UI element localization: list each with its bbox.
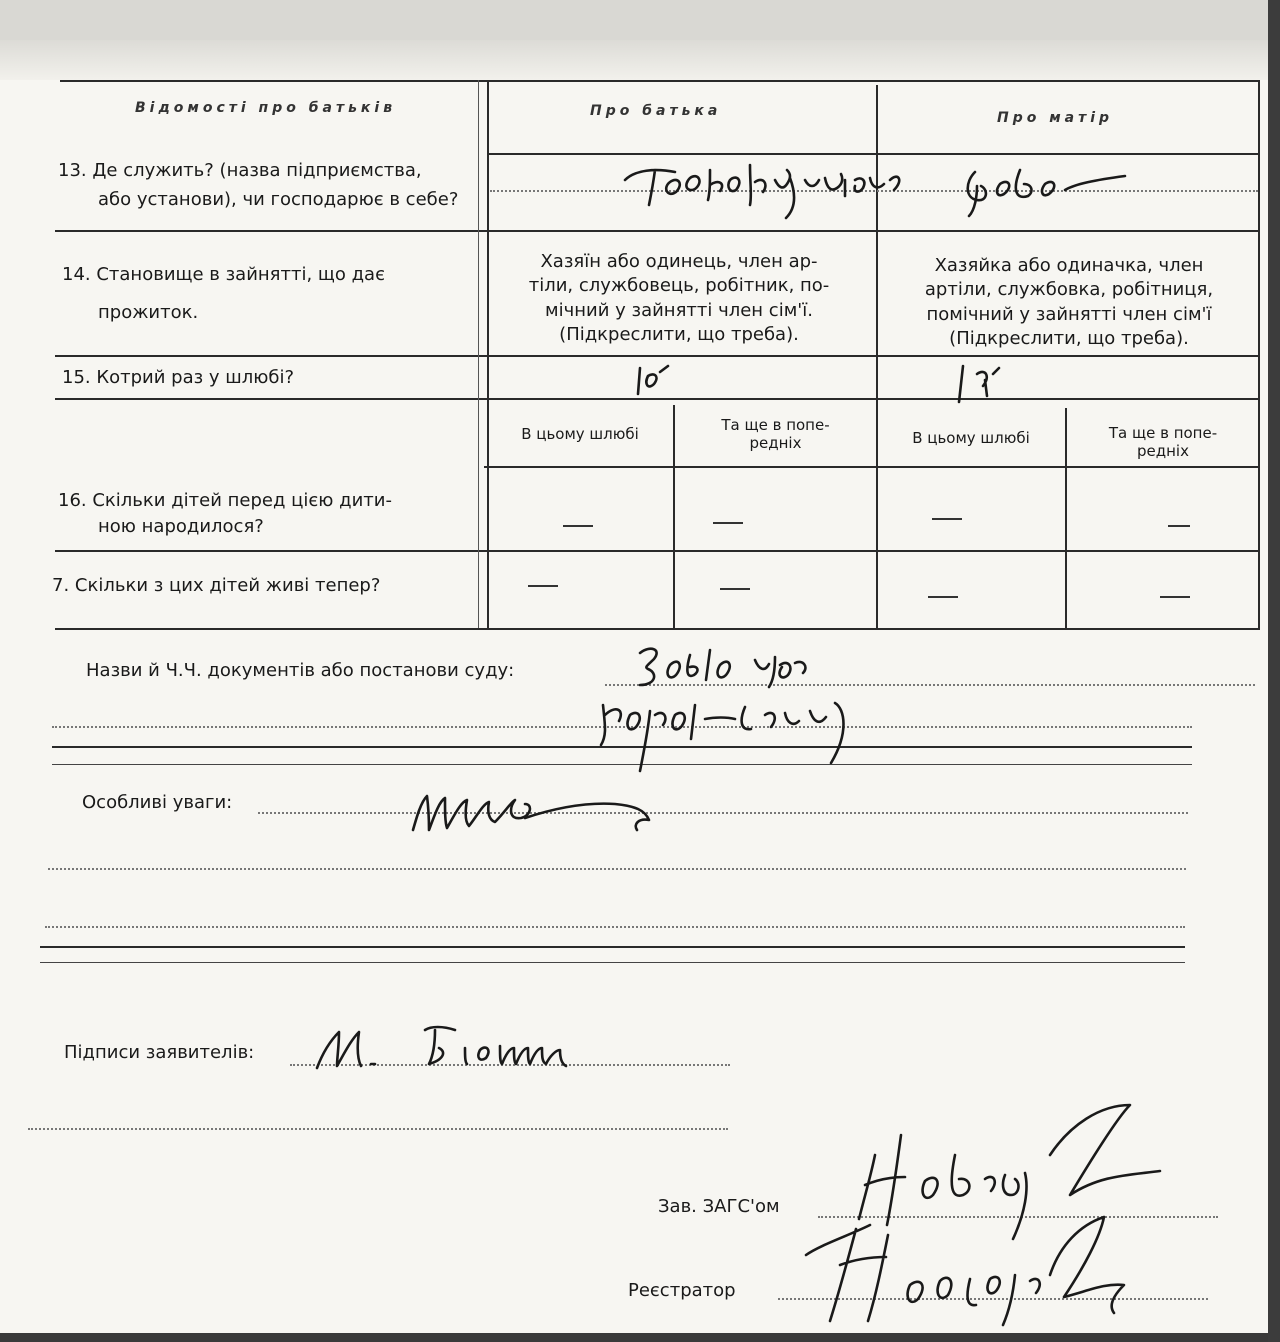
remarks-separator xyxy=(40,946,1185,948)
scan-right-edge xyxy=(1268,0,1280,1342)
father-subcol-divider xyxy=(673,405,675,628)
col-divider-1 xyxy=(487,80,489,628)
row17-mother-this-value xyxy=(928,596,958,598)
father-option-line4: (Підкреслити, що треба). xyxy=(559,323,799,345)
row16-father-prev-value xyxy=(713,522,743,524)
row17-bottom-line xyxy=(55,628,1260,630)
row17-father-prev-value xyxy=(720,588,750,590)
header-parents-info: Відомості про батьків xyxy=(135,100,397,116)
row13-bottom-line xyxy=(55,230,1260,232)
row14-label-line2: прожиток. xyxy=(98,302,199,323)
mother-option-line3: помічний у зайнятті член сім'ї xyxy=(926,303,1212,325)
row15-mother-answer xyxy=(955,360,1035,405)
row14-mother-options xyxy=(884,254,1254,351)
documents-label: Назви й Ч.Ч. документів або постанови суду: xyxy=(86,660,515,681)
table-top-border xyxy=(60,80,1260,82)
row17-father-this-value xyxy=(528,585,558,587)
subheader-bottom-line xyxy=(484,466,1260,468)
registrar-signature xyxy=(800,1205,1180,1335)
row16-father-this-value xyxy=(563,525,593,527)
row16-label-line1: 16. Скільки дітей перед цією дити- xyxy=(58,490,392,511)
remarks-label: Особливі уваги: xyxy=(82,792,233,813)
signatures-dotted-line2 xyxy=(28,1128,728,1130)
row16-mother-prev-value xyxy=(1168,525,1190,527)
row15-bottom-line xyxy=(55,398,1260,400)
row14-label-line1: 14. Становище в зайнятті, що дає xyxy=(62,264,385,285)
table-right-border xyxy=(1258,80,1260,628)
row14-bottom-line xyxy=(55,355,1260,357)
mother-sub-previous xyxy=(1070,424,1256,460)
remarks-handwritten-value xyxy=(405,780,695,840)
mother-option-line4: (Підкреслити, що треба). xyxy=(949,327,1189,349)
scan-bottom-edge xyxy=(0,1333,1280,1342)
row16-mother-this-value xyxy=(932,518,962,520)
row14-father-options xyxy=(494,250,864,347)
father-sub-previous xyxy=(678,416,873,452)
mother-sub-this-marriage: В цьому шлюбі xyxy=(912,429,1030,447)
remarks-dotted-line2 xyxy=(48,868,1186,870)
signatures-handwritten-value xyxy=(305,1010,615,1080)
mother-option-line1: Хазяйка або одиначка, член xyxy=(934,255,1204,276)
row13-label-line1: 13. Де служить? (назва підприємства, xyxy=(58,160,422,181)
father-option-line1: Хазяїн або одинець, член ар- xyxy=(540,251,818,272)
row13-label-line2: або установи), чи господарює в себе? xyxy=(98,189,459,210)
remarks-dotted-line1 xyxy=(258,812,1188,814)
row17-mother-prev-value xyxy=(1160,596,1190,598)
row16-label-line2: ною народилося? xyxy=(98,516,264,537)
col-divider-1-shadow xyxy=(478,80,479,628)
remarks-dotted-line3 xyxy=(45,926,1185,928)
registrar-label: Реєстратор xyxy=(628,1280,736,1301)
father-option-line3: мічний у зайнятті член сім'ї. xyxy=(545,299,813,321)
header-about-mother: Про матір xyxy=(997,110,1114,126)
zags-label: Зав. ЗАГС'ом xyxy=(658,1196,780,1217)
header-about-father: Про батька xyxy=(590,103,722,119)
row15-label: 15. Котрий раз у шлюбі? xyxy=(62,367,295,388)
scan-top-fade xyxy=(0,40,1280,80)
row15-father-answer xyxy=(630,358,690,398)
row16-bottom-line xyxy=(55,550,1260,552)
mother-sub-previous-line1: Та ще в попе- xyxy=(1108,424,1218,442)
father-sub-this-marriage: В цьому шлюбі xyxy=(521,425,639,443)
father-sub-previous-line1: Та ще в попе- xyxy=(721,416,830,434)
mother-option-line2: артіли, службовка, робітниця, xyxy=(924,279,1214,301)
remarks-separator-2 xyxy=(40,962,1185,963)
row17-label: 7. Скільки з цих дітей живі тепер? xyxy=(52,575,381,596)
father-sub-previous-line2: редніх xyxy=(749,434,802,452)
documents-handwritten-value xyxy=(595,635,895,785)
signatures-label: Підписи заявителів: xyxy=(64,1042,255,1063)
row13-handwritten-answer xyxy=(615,150,1135,220)
mother-subcol-divider xyxy=(1065,408,1067,628)
father-option-line2: тіли, службовець, робітник, по- xyxy=(528,275,830,297)
mother-sub-previous-line2: редніх xyxy=(1137,442,1189,460)
